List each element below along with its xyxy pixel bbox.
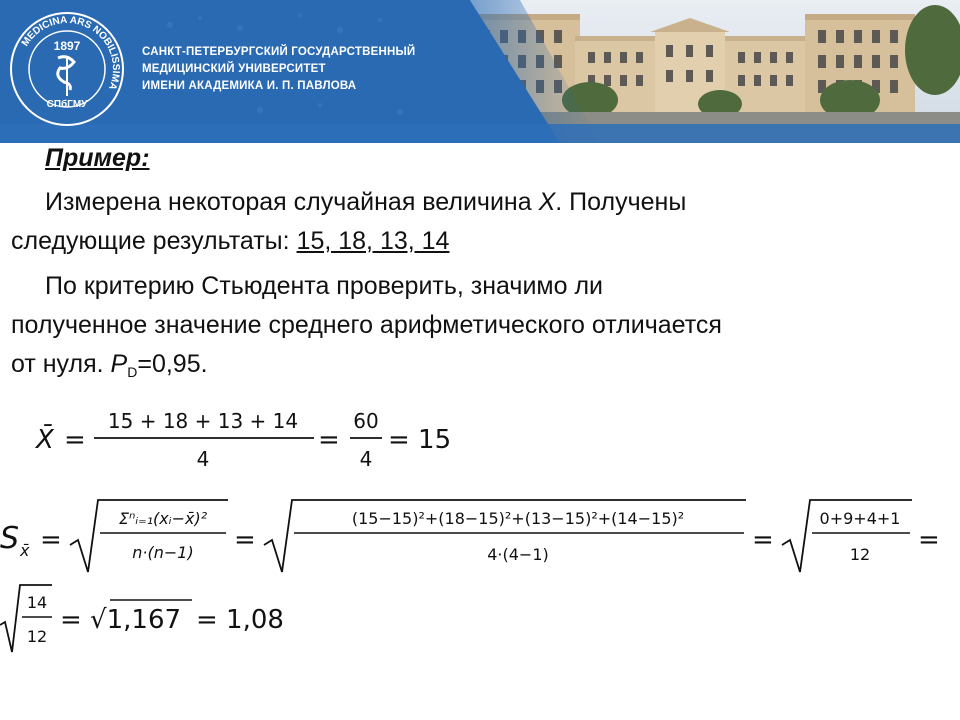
std-substituted-denominator: 4·(4−1) [487,545,549,564]
university-name [142,44,442,95]
std-substituted-numerator: (15−15)²+(18−15)²+(13−15)²+(14−15)² [351,509,685,528]
std-lhs: S [0,521,20,556]
std-simplified-numerator: 0+9+4+1 [819,509,901,528]
logo-ring-text: MEDICINA ARS NOBILISSIMA [19,14,122,92]
task-line-1: По критерию Стьюдента проверить, значимо ли [45,272,603,300]
problem-text-1: Измерена некоторая случайная величина [45,188,539,216]
mean-denominator: 4 [196,447,210,471]
std-lhs-sub: x̄ [20,541,30,560]
mean-eq-2: = [318,425,340,455]
mean-numerator-2: 60 [353,409,379,433]
svg-text:MEDICINA ARS NOBILISSIMA [20,15,121,91]
logo-year: 1897 [53,39,81,53]
std-eq-4: = [918,525,940,555]
task-line-3 [11,349,208,387]
results-label: следующие результаты: [11,227,297,255]
std-general-numerator: Σⁿᵢ₌₁(xᵢ−x̄)² [118,509,208,528]
mean-result: = 15 [388,425,452,455]
std-final-numerator: 14 [26,593,48,612]
header-banner [0,0,960,143]
variable-x: X [538,188,556,216]
task-line-2: полученное значение среднего арифметического отличается [11,311,722,339]
example-heading: Пример: [45,144,150,172]
std-eq-1: = [40,525,62,555]
task-text-3: от нуля. [11,350,111,378]
std-final-result: = 1,08 [196,605,284,635]
problem-text-2: . Получены [555,188,687,216]
std-final-mid: = √1,167 [60,605,182,635]
university-logo [8,10,126,128]
university-name-line-2: МЕДИЦИНСКИЙ УНИВЕРСИТЕТ [142,63,326,75]
std-simplified-denominator: 12 [849,545,871,564]
results-values: 15, 18, 13, 14 [296,227,450,255]
mean-numerator: 15 + 18 + 13 + 14 [107,409,299,433]
logo-abbr: СПбГМУ [46,99,88,110]
problem-line-1 [45,187,686,217]
mean-denominator-2: 4 [359,447,373,471]
university-name-line-3: ИМЕНИ АКАДЕМИКА И. П. ПАВЛОВА [142,80,357,92]
variable-p-sub: D [127,364,138,380]
std-formula [0,500,940,652]
university-name-line-1: САНКТ-ПЕТЕРБУРГСКИЙ ГОСУДАРСТВЕННЫЙ [142,46,416,58]
problem-line-2 [11,226,449,256]
std-general-denominator: n·(n−1) [132,543,194,562]
std-eq-2: = [234,525,256,555]
mean-eq-1: = [64,425,86,455]
formulas [0,395,960,695]
mean-formula [34,409,451,471]
variable-p: P [110,350,128,378]
confidence-value: =0,95. [137,350,208,378]
std-final-denominator: 12 [26,627,48,646]
std-eq-3: = [752,525,774,555]
mean-lhs: X̄ [36,425,54,455]
